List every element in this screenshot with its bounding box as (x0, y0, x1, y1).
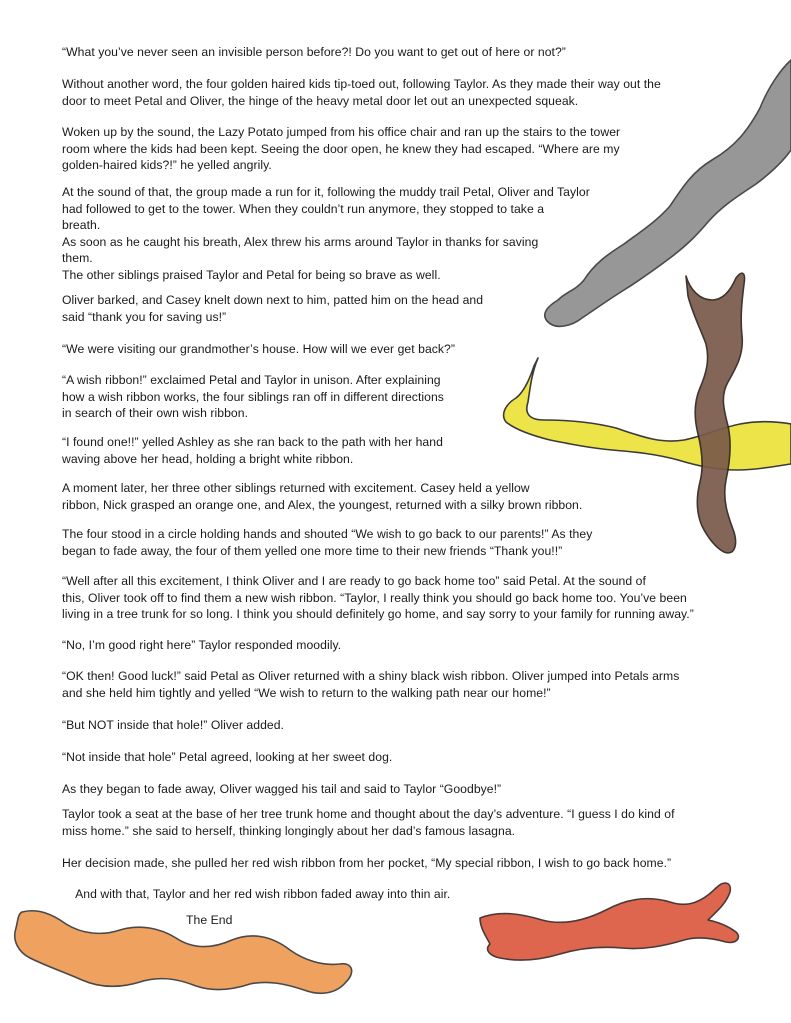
story-line: The other siblings praised Taylor and Petal for being so brave as well. (62, 267, 441, 282)
story-line: golden-haired kids?!” he yelled angrily. (62, 158, 272, 172)
orange-ribbon (15, 911, 352, 994)
story-line: Without another word, the four golden haired kids tip-toed out, following Taylor. As they made their way out the (62, 77, 661, 91)
story-line: “But NOT inside that hole!” Oliver added. (62, 718, 284, 732)
brown-ribbon (686, 273, 745, 553)
story-paragraph (62, 124, 620, 174)
story-line: “OK then! Good luck!” said Petal as Oliver returned with a shiny black wish ribbon. Oliver jumped into Petals arms (62, 669, 680, 683)
story-line: them. (62, 251, 93, 265)
story-paragraph (62, 668, 679, 701)
story-line: A moment later, her three other siblings returned with excitement. Casey held a yellow (62, 481, 530, 495)
story-line: this, Oliver took off to find them a new wish ribbon. “Taylor, I really think you should go back home too. You’ve been (62, 590, 687, 605)
story-line: At the sound of that, the group made a run for it, following the muddy trail Petal, Oliver and Taylor (62, 185, 590, 199)
story-paragraph (62, 341, 455, 358)
story-paragraph (62, 717, 284, 734)
story-line: miss home.” she said to herself, thinking longingly about her dad’s famous lasagna. (62, 823, 516, 838)
story-paragraph (62, 573, 694, 623)
story-line: As soon as he caught his breath, Alex threw his arms around Taylor in thanks for saving (62, 234, 539, 249)
story-paragraph (62, 637, 341, 654)
story-line: and she held him tightly and yelled “We wish to return to the walking path near our home!” (62, 685, 551, 700)
story-line: “A wish ribbon!” exclaimed Petal and Taylor in unison. After explaining (62, 373, 441, 387)
story-paragraph (62, 749, 392, 766)
story-line: Oliver barked, and Casey knelt down next to him, patted him on the head and (62, 293, 484, 307)
story-line: Her decision made, she pulled her red wish ribbon from her pocket, “My special ribbon, I wish to go back home.” (62, 856, 672, 870)
story-paragraph (62, 886, 450, 903)
story-paragraph (62, 434, 443, 467)
story-line: in search of their own wish ribbon. (62, 406, 249, 420)
story-line: “Not inside that hole” Petal agreed, looking at her sweet dog. (62, 750, 393, 764)
story-paragraph (62, 76, 661, 109)
story-paragraph (62, 526, 592, 559)
story-line: began to fade away, the four of them yelled one more time to their new friends “Thank you!!” (62, 543, 563, 558)
story-line: As they began to fade away, Oliver wagged his tail and said to Taylor “Goodbye!” (62, 782, 502, 796)
story-line: how a wish ribbon works, the four siblings ran off in different directions (62, 389, 444, 404)
story-line: ribbon, Nick grasped an orange one, and Alex, the youngest, returned with a silky brown ribbon. (62, 497, 583, 512)
story-paragraph (62, 372, 444, 422)
story-line: “We were visiting our grandmother’s house. How will we ever get back?” (62, 342, 455, 356)
story-line: said “thank you for saving us!” (62, 309, 227, 324)
story-paragraph (62, 480, 582, 513)
story-line: door to meet Petal and Oliver, the hinge of the heavy metal door let out an unexpected squeak. (62, 93, 579, 108)
story-line: The four stood in a circle holding hands and shouted “We wish to go back to our parents!” As they (62, 527, 593, 541)
story-paragraph (62, 781, 501, 798)
story-paragraph (62, 855, 671, 872)
story-paragraph (62, 292, 483, 325)
story-line: had followed to get to the tower. When they couldn’t run anymore, they stopped to take a (62, 201, 545, 216)
story-line: breath. (62, 218, 101, 232)
story-line: “No, I’m good right here” Taylor responded moodily. (62, 638, 342, 652)
story-paragraph (62, 806, 675, 839)
story-line: “Well after all this excitement, I think Oliver and I are ready to go back home too” said Petal. At the sound of (62, 574, 646, 588)
story-paragraph (62, 184, 590, 283)
story-line: Taylor took a seat at the base of her tree trunk home and thought about the day’s adventure. “I guess I do kind of (62, 807, 675, 821)
story-line: room where the kids had been kept. Seeing the door open, he knew they had escaped. “Where are my (62, 141, 620, 156)
story-line: “What you’ve never seen an invisible person before?! Do you want to get out of here or not?” (62, 45, 566, 59)
story-paragraph (62, 44, 566, 61)
story-line: Woken up by the sound, the Lazy Potato jumped from his office chair and ran up the stairs to the tower (62, 125, 621, 139)
story-line: waving above her head, holding a bright white ribbon. (62, 451, 354, 466)
the-end-label: The End (186, 913, 233, 927)
story-line: And with that, Taylor and her red wish ribbon faded away into thin air. (62, 887, 451, 901)
yellow-ribbon (504, 358, 791, 470)
red-ribbon (480, 883, 738, 960)
story-line: “I found one!!” yelled Ashley as she ran back to the path with her hand (62, 435, 443, 449)
story-line: living in a tree trunk for so long. I think you should definitely go home, and say sorry to your family for running away.” (62, 607, 694, 621)
